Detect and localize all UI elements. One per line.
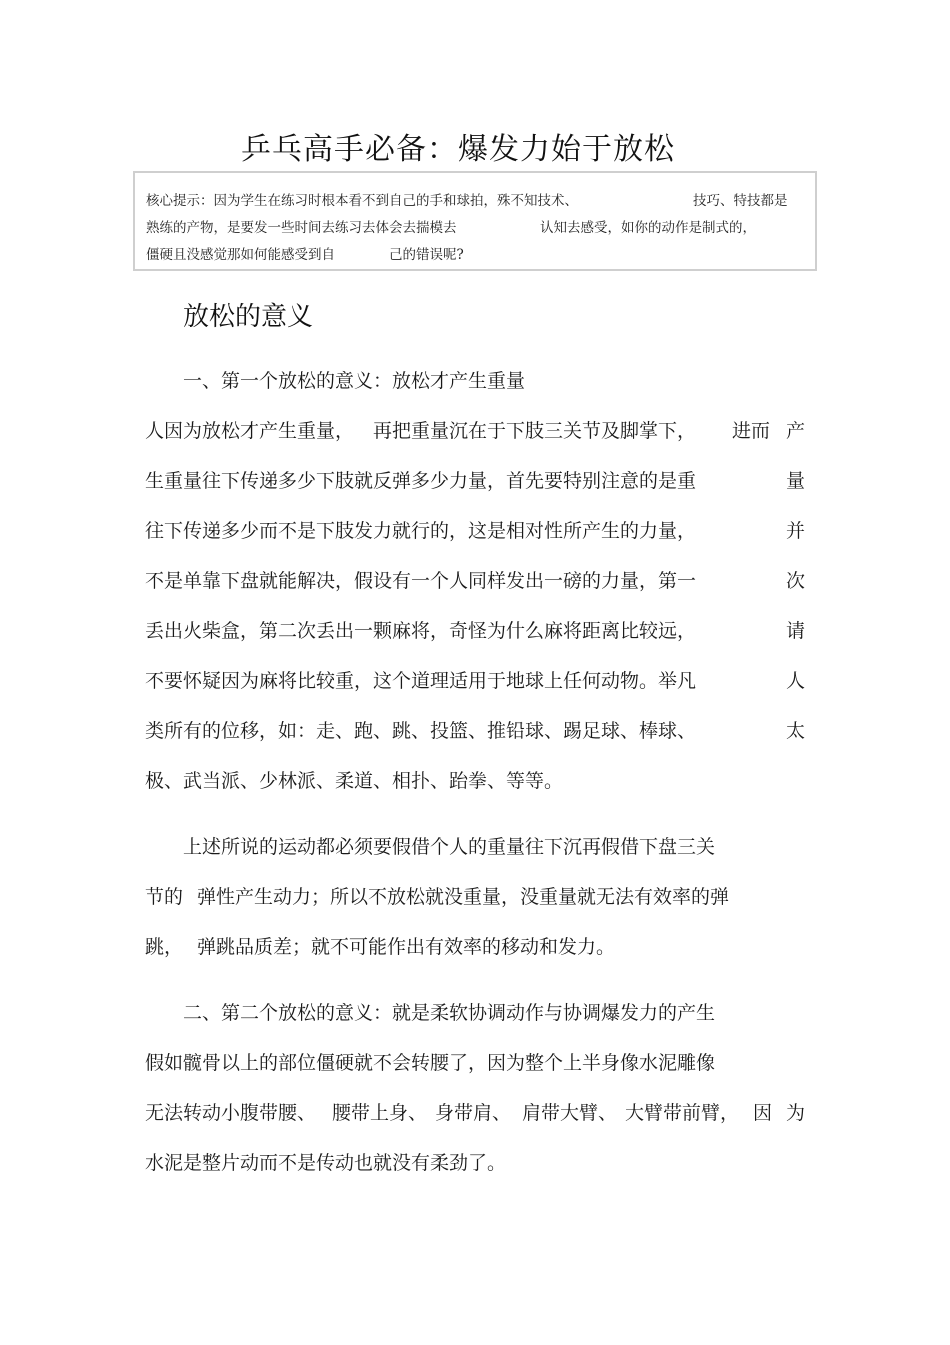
line-text: 生重量往下传递多少下肢就反弹多少力量，首先要特别注意的是重 [145,470,697,492]
summary-text: 僵硬且没感觉那如何能感受到自 [146,247,335,263]
line-text: 进而 [732,420,771,442]
subsection-heading-2 [183,998,805,1028]
paragraph-line [145,566,805,596]
heading-text: 二、第二个放松的意义：就是柔软协调动作与协调爆发力的产生 [183,1002,716,1024]
line-text: 极、武当派、少林派、柔道、相扑、跆拳、等等。 [145,770,564,792]
line-text: 假如髋骨以上的部位僵硬就不会转腰了，因为整个上半身像水泥雕像 [145,1052,716,1074]
paragraph-line [145,466,805,496]
paragraph-line [145,716,805,746]
paragraph-line [145,766,805,796]
paragraph-line [145,932,805,962]
line-text: 并 [785,520,805,542]
line-text: 肩带大臂、 [522,1102,618,1124]
line-text: 弹性产生动力；所以不放松就没重量，没重量就无法有效率的弹 [197,886,730,908]
paragraph-line [145,616,805,646]
line-text: 大臂带前臂， [625,1102,740,1124]
line-text: 为 [785,1102,805,1124]
line-text: 人因为放松才产生重量， [145,420,355,442]
line-text: 节的 [145,886,184,908]
paragraph-line [145,516,805,546]
line-text: 往下传递多少而不是下肢发力就行的，这是相对性所产生的力量， [145,520,697,542]
paragraph-line [145,1048,805,1078]
line-text: 次 [785,570,805,592]
summary-line-3 [146,243,464,263]
line-text: 上述所说的运动都必须要假借个人的重量往下沉再假借下盘三关 [183,836,716,858]
line-text: 丢出火柴盒，第二次丢出一颗麻将，奇怪为什么麻将距离比较远， [145,620,697,642]
line-text: 产 [785,420,805,442]
summary-line-2 [146,216,756,236]
line-text: 人 [785,670,805,692]
document-title: 乒乓高手必备：爆发力始于放松 [241,132,675,167]
line-text: 弹跳品质差；就不可能作出有效率的移动和发力。 [197,936,616,958]
section-heading: 放松的意义 [183,302,314,332]
line-text: 太 [785,720,805,742]
heading-text: 一、第一个放松的意义：放松才产生重量 [183,370,526,392]
line-text: 水泥是整片动而不是传动也就没有柔劲了。 [145,1152,507,1174]
paragraph-line [145,1098,805,1128]
summary-text: 技巧、特技都是 [693,193,788,209]
line-text: 量 [785,470,805,492]
line-text: 再把重量沉在于下肢三关节及脚掌下， [373,420,697,442]
summary-text: 核心提示：因为学生在练习时根本看不到自己的手和球拍，殊不知技术、 [146,193,578,209]
paragraph-line [145,882,805,912]
line-text: 不要怀疑因为麻将比较重，这个道理适用于地球上任何动物。举凡 [145,670,697,692]
paragraph-line [145,1148,805,1178]
paragraph-line [145,666,805,696]
line-text: 类所有的位移，如：走、跑、跳、投篮、推铅球、踢足球、棒球、 [145,720,697,742]
line-text: 无法转动小腹带腰、 [145,1102,317,1124]
paragraph-line [145,416,805,446]
line-text: 腰带上身、 [332,1102,428,1124]
line-text: 身带肩、 [435,1102,512,1124]
line-text: 因 [753,1102,773,1124]
subsection-heading-1 [183,366,805,396]
summary-text: 熟练的产物，是要发一些时间去练习去体会去揣模去 [146,220,457,236]
line-text: 请 [785,620,805,642]
line-text: 不是单靠下盘就能解决，假设有一个人同样发出一磅的力量，第一 [145,570,697,592]
paragraph-line [183,832,805,862]
summary-text: 己的错误呢? [389,247,464,263]
summary-box [133,171,817,271]
summary-line-1 [146,189,788,209]
summary-text: 认知去感受，如你的动作是制式的， [540,220,756,236]
line-text: 跳， [145,936,184,958]
